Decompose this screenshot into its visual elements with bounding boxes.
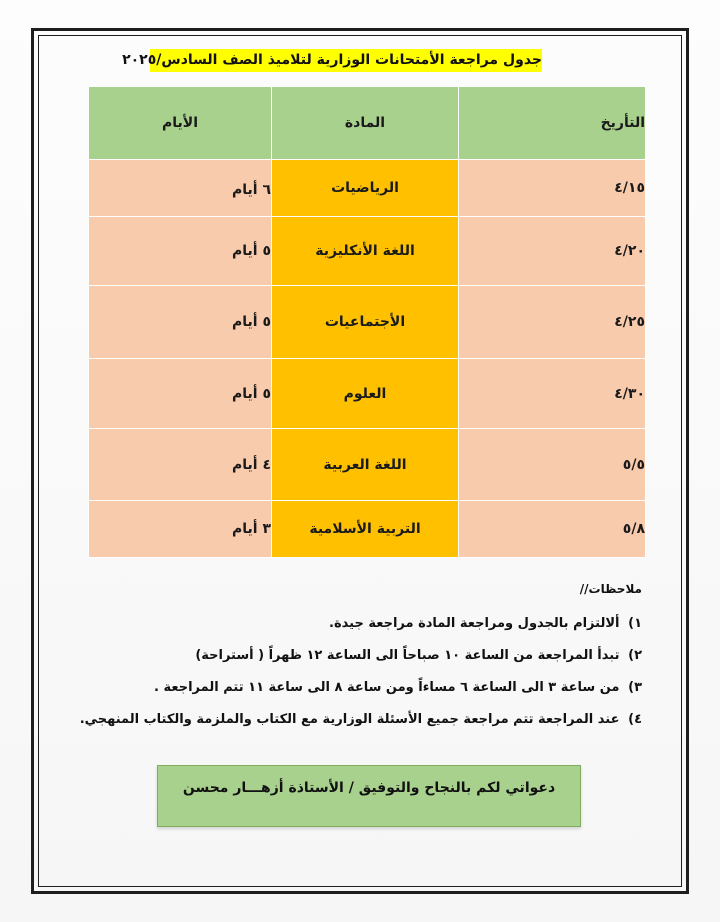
row-subject: التربية الأسلامية (272, 501, 459, 558)
closing-message: دعواتي لكم بالنجاح والتوفيق / الأستاذة أزهـــار محسن (157, 765, 581, 827)
table-header-row (89, 87, 646, 160)
row-date: ٤/٣٠ (459, 359, 646, 429)
row-subject: العلوم (272, 359, 459, 429)
row-days: ٣ أيام (89, 501, 272, 558)
row-days: ٥ أيام (89, 286, 272, 359)
note-item (80, 614, 642, 646)
row-days: ٥ أيام (89, 359, 272, 429)
note-item (80, 646, 642, 678)
note-text: ألالتزام بالجدول ومراجعة المادة مراجعة جيدة. (329, 616, 620, 631)
note-item (80, 678, 642, 710)
row-subject: اللغة العربية (272, 429, 459, 501)
row-date: ٥/٨ (459, 501, 646, 558)
row-days: ٤ أيام (89, 429, 272, 501)
note-text: عند المراجعة تتم مراجعة جميع الأسئلة الوزارية مع الكتاب والملزمة والكتاب المنهجي. (79, 712, 620, 727)
exam-review-table (88, 86, 646, 558)
note-text: من ساعة ٣ الى الساعة ٦ مساءاً ومن ساعة ٨ الى ساعة ١١ تتم المراجعة . (154, 680, 620, 695)
table-row (89, 429, 646, 501)
note-number: ٢) (628, 648, 642, 663)
note-number: ١) (628, 616, 642, 631)
notes-section (80, 582, 642, 742)
row-date: ٥/٥ (459, 429, 646, 501)
note-text: تبدأ المراجعة من الساعة ١٠ صباحاً الى الساعة ١٢ ظهراً ( أستراحة) (195, 648, 620, 663)
note-number: ٣) (628, 680, 642, 695)
row-days: ٥ أيام (89, 217, 272, 286)
table-row (89, 160, 646, 217)
table-row (89, 501, 646, 558)
header-date: التأريخ (459, 87, 646, 160)
row-date: ٤/٢٥ (459, 286, 646, 359)
row-subject: الأجتماعيات (272, 286, 459, 359)
row-subject: اللغة الأنكليزية (272, 217, 459, 286)
row-date: ٤/٢٠ (459, 217, 646, 286)
header-subject: المادة (272, 87, 459, 160)
row-date: ٤/١٥ (459, 160, 646, 217)
notes-heading: ملاحظات// (579, 582, 642, 596)
page-title: جدول مراجعة الأمتحانات الوزارية لتلاميذ الصف السادس/٢٠٢٥ (150, 49, 542, 72)
header-days: الأيام (89, 87, 272, 160)
note-number: ٤) (628, 712, 642, 727)
table-row (89, 217, 646, 286)
row-subject: الرياضيات (272, 160, 459, 217)
table-row (89, 359, 646, 429)
row-days: ٦ أيام (89, 160, 272, 217)
table-row (89, 286, 646, 359)
note-item (80, 710, 642, 742)
